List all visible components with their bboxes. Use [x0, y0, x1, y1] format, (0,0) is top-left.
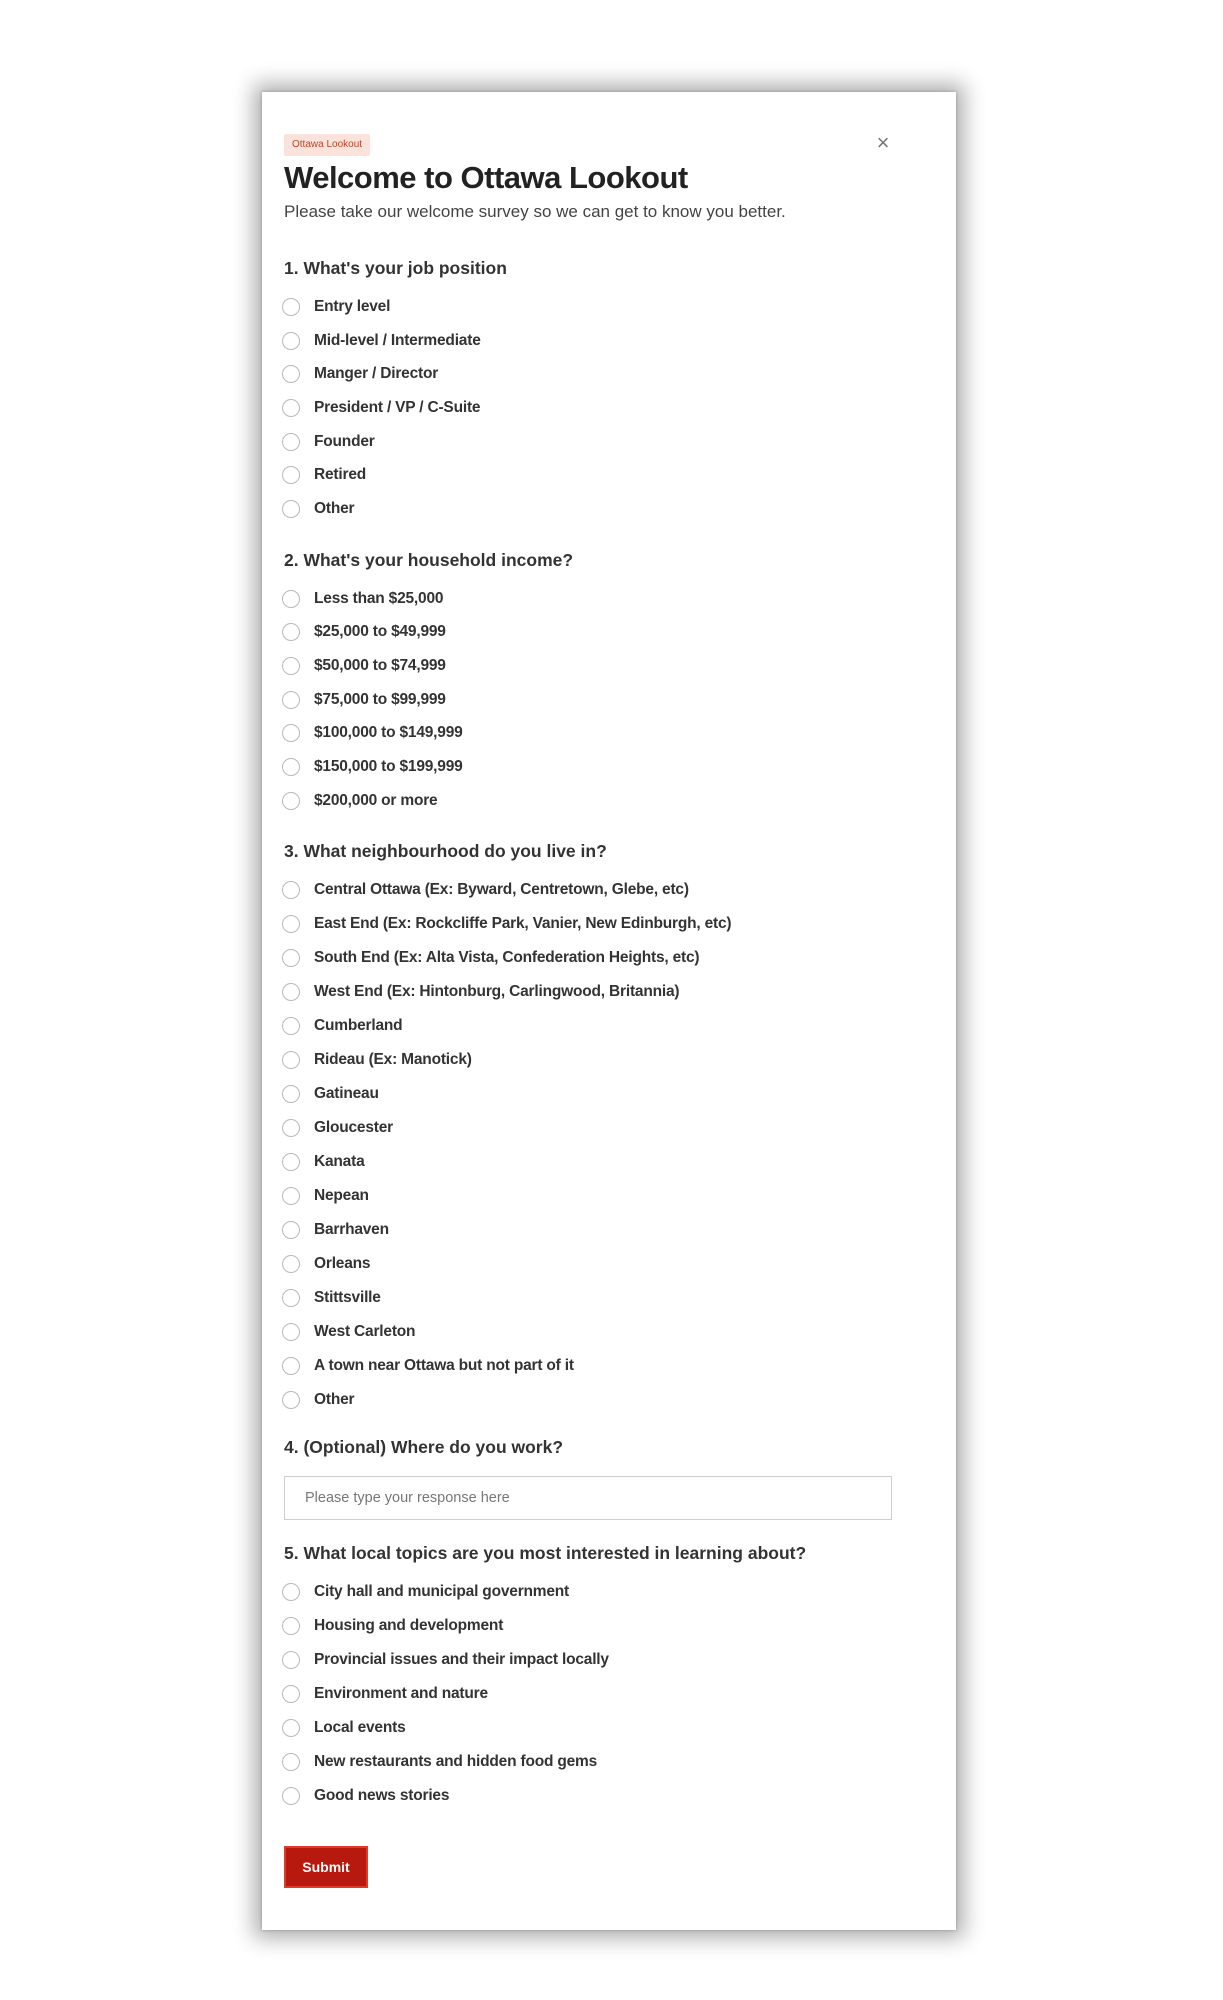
q3-option-nepean[interactable]: Nepean: [282, 1181, 369, 1211]
page-subtitle: Please take our welcome survey so we can get to know you better.: [284, 202, 786, 221]
radio-button[interactable]: [282, 500, 300, 518]
q2-option-150k-199k[interactable]: $150,000 to $199,999: [282, 752, 463, 782]
q2-option-lt-25k[interactable]: Less than $25,000: [282, 584, 443, 614]
submit-button[interactable]: Submit: [284, 1846, 368, 1888]
brand-badge: Ottawa Lookout: [284, 134, 370, 156]
radio-button[interactable]: [282, 881, 300, 899]
radio-button[interactable]: [282, 1391, 300, 1409]
q3-option-other[interactable]: Other: [282, 1385, 354, 1415]
q1-option-manager[interactable]: Manger / Director: [282, 359, 438, 389]
radio-button[interactable]: [282, 1221, 300, 1239]
q5-option-provincial[interactable]: Provincial issues and their impact locally: [282, 1645, 609, 1675]
radio-button[interactable]: [282, 1323, 300, 1341]
q2-option-50k-74k[interactable]: $50,000 to $74,999: [282, 651, 446, 681]
q5-option-environment[interactable]: Environment and nature: [282, 1679, 488, 1709]
q3-option-kanata[interactable]: Kanata: [282, 1147, 364, 1177]
q5-option-local-events[interactable]: Local events: [282, 1713, 406, 1743]
radio-button[interactable]: [282, 792, 300, 810]
radio-button[interactable]: [282, 1255, 300, 1273]
q5-option-housing[interactable]: Housing and development: [282, 1611, 503, 1641]
radio-button[interactable]: [282, 1583, 300, 1601]
q1-option-entry-level[interactable]: Entry level: [282, 292, 390, 322]
radio-button[interactable]: [282, 1651, 300, 1669]
q1-option-retired[interactable]: Retired: [282, 460, 366, 490]
q3-option-east-end[interactable]: East End (Ex: Rockcliffe Park, Vanier, New Edinburgh, etc): [282, 909, 731, 939]
q5-option-good-news[interactable]: Good news stories: [282, 1781, 449, 1811]
workplace-input[interactable]: [284, 1476, 892, 1520]
q3-option-gloucester[interactable]: Gloucester: [282, 1113, 393, 1143]
q3-option-town-near-ottawa[interactable]: A town near Ottawa but not part of it: [282, 1351, 574, 1381]
radio-button[interactable]: [282, 1017, 300, 1035]
radio-button[interactable]: [282, 399, 300, 417]
question-5-label: 5. What local topics are you most interested in learning about?: [284, 1543, 807, 1563]
radio-button[interactable]: [282, 1289, 300, 1307]
q3-option-south-end[interactable]: South End (Ex: Alta Vista, Confederation Heights, etc): [282, 943, 699, 973]
close-icon[interactable]: ×: [876, 130, 890, 155]
radio-button[interactable]: [282, 915, 300, 933]
page-title: Welcome to Ottawa Lookout: [284, 160, 688, 195]
q1-option-other[interactable]: Other: [282, 494, 354, 524]
radio-button[interactable]: [282, 590, 300, 608]
q2-option-25k-49k[interactable]: $25,000 to $49,999: [282, 617, 446, 647]
radio-button[interactable]: [282, 1187, 300, 1205]
radio-button[interactable]: [282, 1051, 300, 1069]
q5-option-city-hall[interactable]: City hall and municipal government: [282, 1577, 569, 1607]
radio-button[interactable]: [282, 758, 300, 776]
radio-button[interactable]: [282, 691, 300, 709]
radio-button[interactable]: [282, 365, 300, 383]
q3-option-gatineau[interactable]: Gatineau: [282, 1079, 379, 1109]
q3-option-central-ottawa[interactable]: Central Ottawa (Ex: Byward, Centretown, Glebe, etc): [282, 875, 689, 905]
q5-option-restaurants[interactable]: New restaurants and hidden food gems: [282, 1747, 597, 1777]
radio-button[interactable]: [282, 1119, 300, 1137]
question-3-label: 3. What neighbourhood do you live in?: [284, 841, 607, 861]
radio-button[interactable]: [282, 1753, 300, 1771]
radio-button[interactable]: [282, 983, 300, 1001]
radio-button[interactable]: [282, 724, 300, 742]
q1-option-founder[interactable]: Founder: [282, 427, 375, 457]
q3-option-west-end[interactable]: West End (Ex: Hintonburg, Carlingwood, Britannia): [282, 977, 679, 1007]
q3-option-west-carleton[interactable]: West Carleton: [282, 1317, 415, 1347]
q2-option-100k-149k[interactable]: $100,000 to $149,999: [282, 718, 463, 748]
survey-modal: [262, 92, 956, 1930]
radio-button[interactable]: [282, 433, 300, 451]
question-2-label: 2. What's your household income?: [284, 550, 574, 570]
question-1-label: 1. What's your job position: [284, 258, 507, 278]
radio-button[interactable]: [282, 332, 300, 350]
radio-button[interactable]: [282, 298, 300, 316]
radio-button[interactable]: [282, 1085, 300, 1103]
q3-option-rideau[interactable]: Rideau (Ex: Manotick): [282, 1045, 472, 1075]
radio-button[interactable]: [282, 1153, 300, 1171]
radio-button[interactable]: [282, 1357, 300, 1375]
radio-button[interactable]: [282, 1787, 300, 1805]
q3-option-barrhaven[interactable]: Barrhaven: [282, 1215, 389, 1245]
q2-option-200k-plus[interactable]: $200,000 or more: [282, 786, 437, 816]
radio-button[interactable]: [282, 466, 300, 484]
radio-button[interactable]: [282, 657, 300, 675]
q3-option-orleans[interactable]: Orleans: [282, 1249, 370, 1279]
q3-option-cumberland[interactable]: Cumberland: [282, 1011, 402, 1041]
q3-option-stittsville[interactable]: Stittsville: [282, 1283, 381, 1313]
question-4-label: 4. (Optional) Where do you work?: [284, 1437, 564, 1457]
radio-button[interactable]: [282, 1685, 300, 1703]
q1-option-mid-level[interactable]: Mid-level / Intermediate: [282, 326, 481, 356]
q1-option-president[interactable]: President / VP / C-Suite: [282, 393, 480, 423]
radio-button[interactable]: [282, 1617, 300, 1635]
radio-button[interactable]: [282, 623, 300, 641]
radio-button[interactable]: [282, 1719, 300, 1737]
q2-option-75k-99k[interactable]: $75,000 to $99,999: [282, 685, 446, 715]
radio-button[interactable]: [282, 949, 300, 967]
